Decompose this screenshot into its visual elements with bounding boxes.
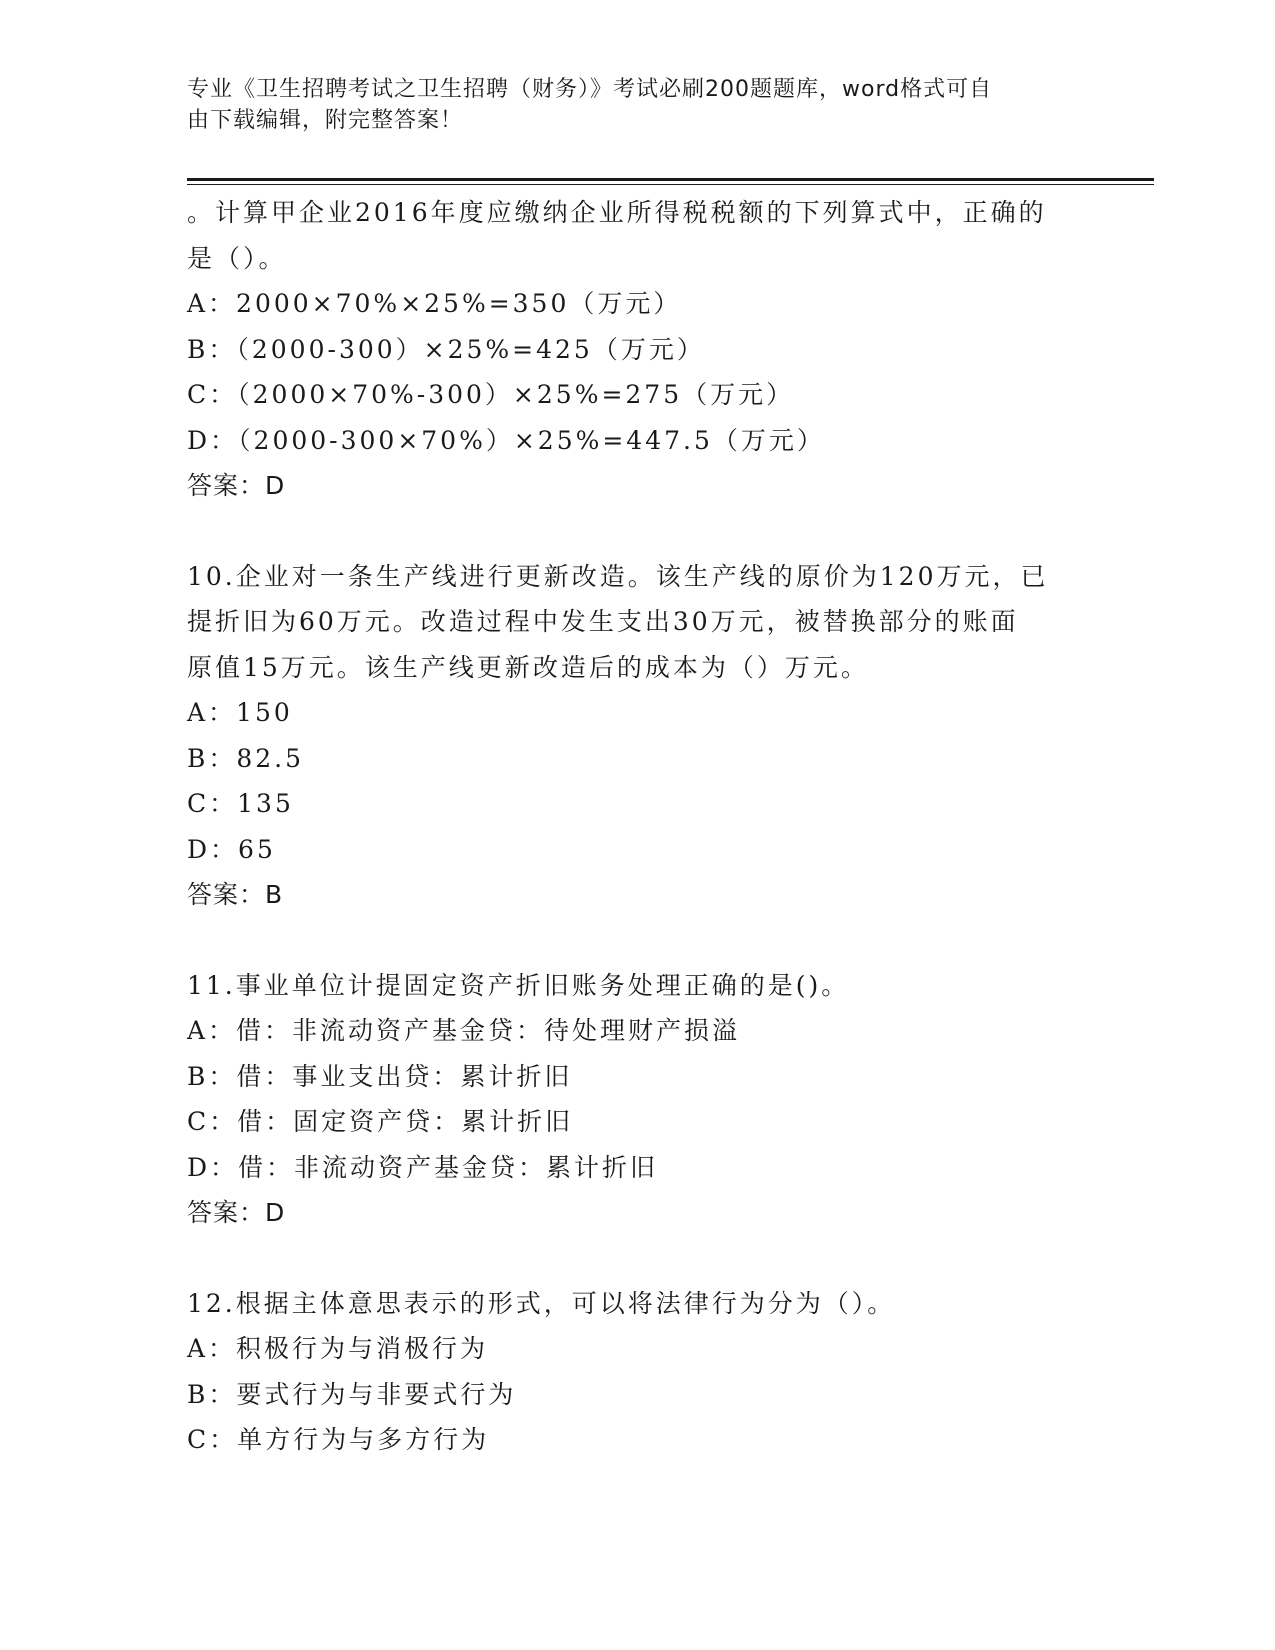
option-b: B：82.5 — [187, 743, 305, 773]
option-c: C：135 — [187, 789, 294, 818]
question-stem: 10.企业对一条生产线进行更新改造。该生产线的原价为120万元，已 — [187, 561, 1049, 591]
option-d: D：（2000-300×70%）×25%=447.5（万元） — [187, 425, 825, 455]
question-stem: 提折旧为60万元。改造过程中发生支出30万元，被替换部分的账面 — [187, 607, 1019, 636]
answer-line: 答案：D — [187, 1198, 286, 1227]
spacer — [187, 1236, 1087, 1281]
answer-line: 答案：D — [187, 471, 286, 500]
question-stem: 。计算甲企业2016年度应缴纳企业所得税税额的下列算式中，正确的 — [187, 198, 1047, 227]
option-a: A：150 — [187, 698, 293, 727]
spacer — [187, 509, 1087, 554]
option-d: D：65 — [187, 834, 276, 864]
option-b: B：借：事业支出贷：累计折旧 — [187, 1061, 573, 1091]
question-stem: 11.事业单位计提固定资产折旧账务处理正确的是()。 — [187, 970, 850, 1000]
question-12 — [187, 1281, 1087, 1463]
answer-line: 答案：B — [187, 880, 284, 909]
question-stem: 原值15万元。该生产线更新改造后的成本为（）万元。 — [187, 652, 869, 682]
spacer — [187, 918, 1087, 963]
question-list — [187, 190, 1087, 1463]
option-a: A：积极行为与消极行为 — [187, 1334, 489, 1363]
question-stem: 是（）。 — [187, 243, 287, 273]
option-c: C：单方行为与多方行为 — [187, 1425, 490, 1454]
option-c: C：（2000×70%-300）×25%=275（万元） — [187, 380, 795, 409]
option-a: A：2000×70%×25%=350（万元） — [187, 289, 682, 318]
question-11 — [187, 963, 1087, 1236]
header-line-1: 专业《卫生招聘考试之卫生招聘（财务）》考试必刷200题题库，word格式可自 — [187, 77, 993, 102]
option-b: B：要式行为与非要式行为 — [187, 1379, 517, 1409]
option-b: B：（2000-300）×25%=425（万元） — [187, 334, 705, 364]
document-header — [187, 74, 1067, 136]
question-10 — [187, 554, 1087, 918]
header-line-2: 由下载编辑，附完整答案！ — [187, 108, 464, 133]
option-d: D：借：非流动资产基金贷：累计折旧 — [187, 1152, 659, 1182]
option-a: A：借：非流动资产基金贷：待处理财产损溢 — [187, 1016, 741, 1045]
question-stem: 12.根据主体意思表示的形式，可以将法律行为分为（）。 — [187, 1288, 896, 1318]
header-rule-thick — [187, 178, 1154, 181]
question-9 — [187, 190, 1087, 509]
header-rule-thin — [187, 184, 1154, 185]
option-c: C：借：固定资产贷：累计折旧 — [187, 1107, 574, 1136]
